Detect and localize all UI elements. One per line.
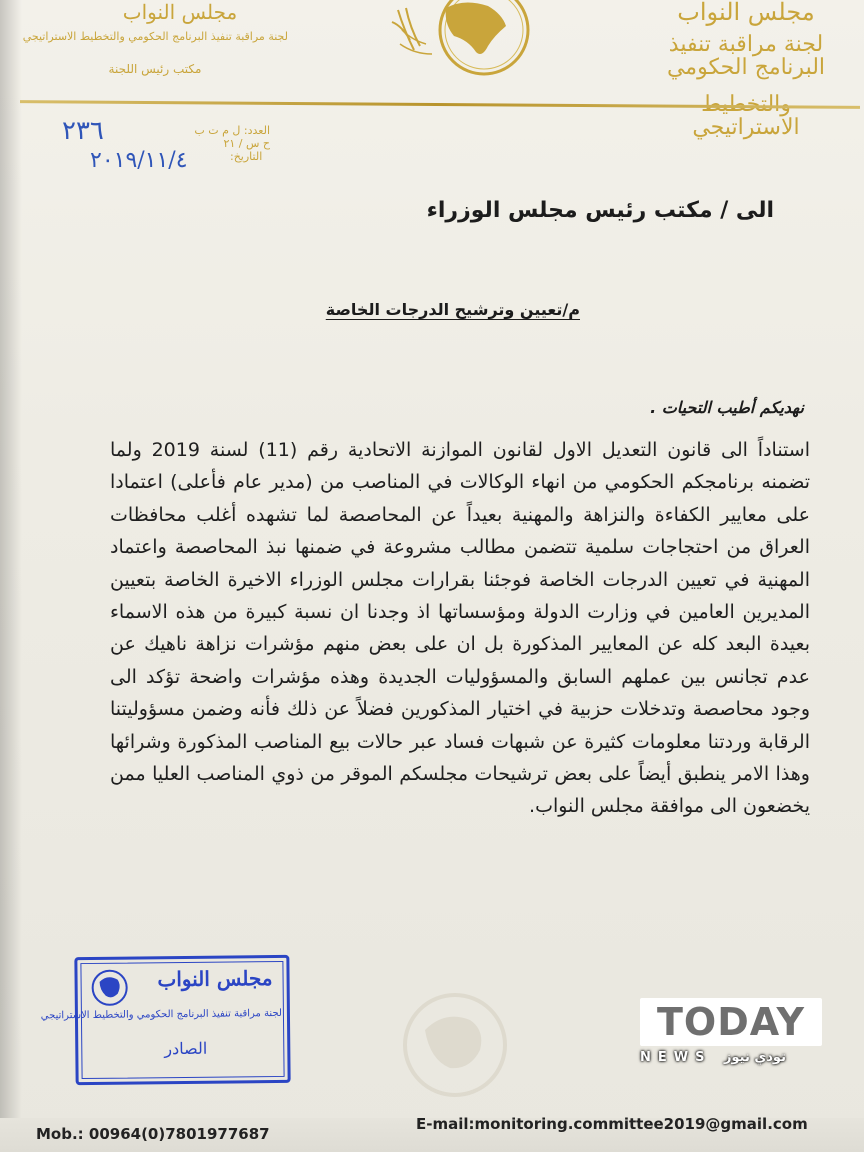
header-right-block — [646, 0, 846, 140]
subject-line: م/تعيين وترشيح الدرجات الخاصة — [325, 300, 580, 319]
official-stamp — [40, 955, 290, 1085]
iraq-emblem-icon — [384, 0, 534, 90]
stamp-outgoing-label: الصادر — [164, 1038, 208, 1059]
header-right-line-2: لجنة مراقبة تنفيذ البرنامج الحكومي — [666, 32, 826, 81]
stamp-emblem-icon — [89, 968, 129, 1008]
today-news-logo — [640, 998, 822, 1074]
reference-number-label: العدد: ل م ت ب ح س / ٢١ — [194, 124, 270, 150]
today-logo-box — [640, 998, 822, 1046]
stamp-title: مجلس النواب — [157, 966, 273, 992]
letter-body: استناداً الى قانون التعديل الاول لقانون الموازنة الاتحادية رقم (11) لسنة 2019 ولما تضمنه برنامجكم الحكومي من انهاء الوكالات في المناصب من (مدير عام فأعلى) اعتمادا على معايير الكفاءة والنزاهة والمهنية بعيداً عن المحاصصة لما تشهده أغلب محافظات العراق من احتجاجات سلمية تتضمن مطالب مشروعة في ضمنها نبذ المحاصصة واعتماد المهنية في تعيين الدرجات الخاصة فوجئنا بقرارات مجلس الوزراء الاخيرة الخاصة بتعيين المديرين العامين في وزارت الدولة ومؤسساتها اذ وجدنا ان نسبة كبيرة من هذه الاسماء بعيدة البعد كله عن المعايير المذكورة بل ان على بعض منهم مؤشرات نزاهة ناهيك عن عدم تجانس بين عملهم السابق والمسؤوليات الجديدة وهذه مؤشرات واضحة تؤكد الى وجود محاصصة وتدخلات حزبية في اختيار المذكورين فضلاً عن ذلك فأنه وضمن مسؤوليتنا الرقابة وردتنا معلومات كثيرة عن شبهات فساد عبر حالات بيع المناصب المذكورة وشرائها وهذا الامر ينطبق أيضاً على بعض ترشيحات مجلسكم الموقر من ذوي المناصب العليا ممن يخضعون الى موافقة مجلس النواب. — [110, 439, 810, 818]
stamp-committee-name: لجنة مراقبة تنفيذ البرنامج الحكومي والتخطيط الاستراتيجي — [40, 1007, 282, 1022]
emblem-watermark-icon — [400, 990, 510, 1100]
reference-number: ٢٣٦ — [62, 116, 104, 146]
header-left-line-1: لجنة مراقبة تنفيذ البرنامج الحكومي والتخطيط الاستراتيجي — [22, 30, 288, 43]
page-shadow — [0, 0, 22, 1152]
greeting-line: نهديكم أطيب التحيات . — [650, 398, 804, 417]
header-left-title: مجلس النواب — [122, 0, 238, 24]
reference-block — [40, 116, 270, 176]
header-left-line-2: مكتب رئيس اللجنة — [108, 62, 202, 76]
today-logo-word: TODAY — [656, 1000, 806, 1044]
today-logo-news-ar: تودي نيوز — [724, 1050, 786, 1065]
reference-date-label: التاريخ: — [230, 150, 263, 163]
reference-date: ٢٠١٩/١١/٤ — [90, 148, 188, 173]
footer-email: E-mail:monitoring.committee2019@gmail.com — [416, 1115, 808, 1133]
header-right-line-3: الاستراتيجي — [692, 115, 800, 141]
header-right-line-1: مجلس النواب — [677, 0, 815, 26]
today-logo-news-line — [640, 1050, 822, 1065]
recipient-line: الى / مكتب رئيس مجلس الوزراء — [426, 198, 774, 223]
today-logo-news-en: NEWS — [640, 1050, 712, 1065]
footer-mobile: Mob.: 00964(0)7801977687 — [36, 1125, 270, 1143]
